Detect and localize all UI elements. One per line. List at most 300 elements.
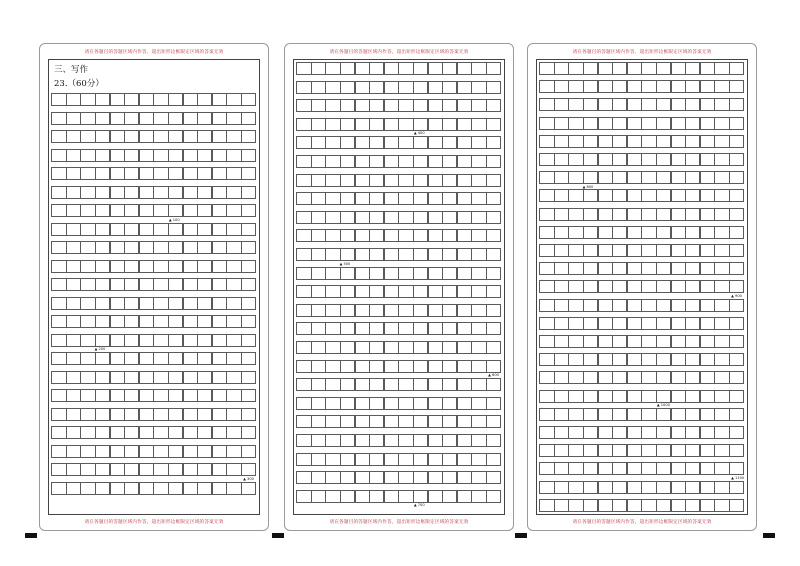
grid-cell[interactable] <box>700 371 715 384</box>
grid-cell[interactable] <box>296 434 311 447</box>
grid-cell[interactable] <box>656 462 671 475</box>
grid-cell[interactable] <box>241 389 256 402</box>
grid-cell[interactable] <box>671 462 686 475</box>
grid-cell[interactable] <box>153 315 168 328</box>
grid-row[interactable] <box>52 408 256 421</box>
grid-cell[interactable] <box>80 167 95 180</box>
grid-cell[interactable] <box>685 62 700 75</box>
grid-cell[interactable] <box>583 171 598 184</box>
grid-cell[interactable] <box>627 135 642 148</box>
grid-cell[interactable] <box>568 208 583 221</box>
grid-cell[interactable] <box>457 397 472 410</box>
grid-cell[interactable] <box>296 192 311 205</box>
grid-cell[interactable] <box>80 278 95 291</box>
grid-cell[interactable] <box>325 304 340 317</box>
grid-cell[interactable] <box>241 352 256 365</box>
grid-cell[interactable] <box>197 315 212 328</box>
grid-cell[interactable] <box>355 267 370 280</box>
grid-row[interactable] <box>540 153 744 166</box>
grid-cell[interactable] <box>457 81 472 94</box>
grid-cell[interactable] <box>80 112 95 125</box>
grid-cell[interactable] <box>241 186 256 199</box>
grid-cell[interactable] <box>197 389 212 402</box>
grid-cell[interactable] <box>413 471 428 484</box>
grid-cell[interactable] <box>124 334 139 347</box>
grid-cell[interactable] <box>384 211 399 224</box>
grid-cell[interactable] <box>212 426 227 439</box>
grid-cell[interactable] <box>714 135 729 148</box>
grid-cell[interactable] <box>685 499 700 512</box>
grid-cell[interactable] <box>51 371 66 384</box>
grid-cell[interactable] <box>729 135 744 148</box>
grid-cell[interactable] <box>471 211 486 224</box>
grid-cell[interactable] <box>583 62 598 75</box>
grid-cell[interactable] <box>583 426 598 439</box>
grid-cell[interactable] <box>671 171 686 184</box>
grid-cell[interactable] <box>457 453 472 466</box>
grid-cell[interactable] <box>183 445 198 458</box>
grid-cell[interactable] <box>568 408 583 421</box>
grid-cell[interactable] <box>442 192 457 205</box>
grid-cell[interactable] <box>700 135 715 148</box>
grid-row[interactable] <box>297 360 501 373</box>
grid-cell[interactable] <box>729 444 744 457</box>
grid-cell[interactable] <box>554 280 569 293</box>
grid-cell[interactable] <box>110 223 125 236</box>
grid-cell[interactable] <box>168 186 183 199</box>
grid-cell[interactable] <box>471 397 486 410</box>
grid-cell[interactable] <box>413 322 428 335</box>
grid-cell[interactable] <box>340 322 355 335</box>
grid-cell[interactable] <box>80 93 95 106</box>
grid-cell[interactable] <box>226 445 241 458</box>
grid-cell[interactable] <box>685 444 700 457</box>
grid-cell[interactable] <box>51 445 66 458</box>
grid-cell[interactable] <box>66 186 81 199</box>
grid-cell[interactable] <box>139 149 154 162</box>
grid-cell[interactable] <box>612 335 627 348</box>
grid-cell[interactable] <box>168 482 183 495</box>
grid-cell[interactable] <box>384 322 399 335</box>
grid-cell[interactable] <box>685 280 700 293</box>
composition-grid-3[interactable] <box>540 60 744 514</box>
grid-cell[interactable] <box>340 471 355 484</box>
grid-cell[interactable] <box>226 463 241 476</box>
grid-cell[interactable] <box>296 118 311 131</box>
grid-cell[interactable] <box>80 260 95 273</box>
grid-cell[interactable] <box>685 299 700 312</box>
grid-cell[interactable] <box>583 408 598 421</box>
grid-cell[interactable] <box>325 322 340 335</box>
grid-cell[interactable] <box>627 280 642 293</box>
grid-cell[interactable] <box>212 352 227 365</box>
grid-cell[interactable] <box>729 299 744 312</box>
grid-cell[interactable] <box>442 229 457 242</box>
grid-cell[interactable] <box>153 112 168 125</box>
grid-cell[interactable] <box>197 186 212 199</box>
grid-cell[interactable] <box>656 208 671 221</box>
grid-row[interactable] <box>540 226 744 239</box>
grid-cell[interactable] <box>598 117 613 130</box>
grid-cell[interactable] <box>369 136 384 149</box>
grid-cell[interactable] <box>311 118 326 131</box>
grid-cell[interactable] <box>583 335 598 348</box>
grid-cell[interactable] <box>325 341 340 354</box>
grid-cell[interactable] <box>685 171 700 184</box>
grid-cell[interactable] <box>296 174 311 187</box>
grid-cell[interactable] <box>398 62 413 75</box>
grid-cell[interactable] <box>168 223 183 236</box>
grid-cell[interactable] <box>729 499 744 512</box>
grid-cell[interactable] <box>685 153 700 166</box>
grid-cell[interactable] <box>612 262 627 275</box>
grid-cell[interactable] <box>296 322 311 335</box>
grid-cell[interactable] <box>212 130 227 143</box>
grid-cell[interactable] <box>325 378 340 391</box>
grid-row[interactable] <box>540 171 744 184</box>
grid-cell[interactable] <box>226 167 241 180</box>
grid-cell[interactable] <box>656 299 671 312</box>
grid-cell[interactable] <box>226 204 241 217</box>
grid-cell[interactable] <box>183 112 198 125</box>
grid-cell[interactable] <box>398 248 413 261</box>
grid-cell[interactable] <box>729 153 744 166</box>
grid-cell[interactable] <box>340 285 355 298</box>
grid-cell[interactable] <box>212 389 227 402</box>
grid-cell[interactable] <box>95 278 110 291</box>
grid-cell[interactable] <box>212 278 227 291</box>
grid-cell[interactable] <box>139 278 154 291</box>
grid-cell[interactable] <box>95 167 110 180</box>
grid-cell[interactable] <box>685 462 700 475</box>
grid-cell[interactable] <box>539 280 554 293</box>
grid-cell[interactable] <box>398 99 413 112</box>
grid-row[interactable] <box>540 444 744 457</box>
grid-cell[interactable] <box>153 204 168 217</box>
grid-cell[interactable] <box>598 208 613 221</box>
grid-cell[interactable] <box>153 334 168 347</box>
grid-cell[interactable] <box>486 229 501 242</box>
grid-cell[interactable] <box>384 136 399 149</box>
grid-cell[interactable] <box>612 353 627 366</box>
grid-cell[interactable] <box>296 229 311 242</box>
grid-cell[interactable] <box>442 285 457 298</box>
grid-cell[interactable] <box>110 297 125 310</box>
grid-cell[interactable] <box>80 371 95 384</box>
grid-cell[interactable] <box>153 278 168 291</box>
grid-cell[interactable] <box>685 226 700 239</box>
grid-cell[interactable] <box>311 285 326 298</box>
grid-cell[interactable] <box>486 155 501 168</box>
grid-cell[interactable] <box>627 426 642 439</box>
grid-cell[interactable] <box>627 335 642 348</box>
grid-cell[interactable] <box>598 226 613 239</box>
grid-cell[interactable] <box>340 81 355 94</box>
grid-cell[interactable] <box>340 267 355 280</box>
grid-cell[interactable] <box>124 445 139 458</box>
grid-cell[interactable] <box>442 471 457 484</box>
grid-row[interactable] <box>52 112 256 125</box>
grid-cell[interactable] <box>486 434 501 447</box>
grid-cell[interactable] <box>729 244 744 257</box>
grid-cell[interactable] <box>700 481 715 494</box>
grid-cell[interactable] <box>700 390 715 403</box>
grid-cell[interactable] <box>554 117 569 130</box>
grid-cell[interactable] <box>656 262 671 275</box>
grid-row[interactable] <box>52 130 256 143</box>
grid-cell[interactable] <box>398 155 413 168</box>
grid-cell[interactable] <box>398 415 413 428</box>
grid-cell[interactable] <box>212 204 227 217</box>
grid-cell[interactable] <box>197 426 212 439</box>
grid-row[interactable] <box>540 80 744 93</box>
grid-cell[interactable] <box>685 117 700 130</box>
grid-cell[interactable] <box>442 99 457 112</box>
grid-cell[interactable] <box>612 481 627 494</box>
grid-cell[interactable] <box>311 378 326 391</box>
grid-row[interactable] <box>297 471 501 484</box>
grid-cell[interactable] <box>110 371 125 384</box>
grid-cell[interactable] <box>729 80 744 93</box>
grid-cell[interactable] <box>325 415 340 428</box>
grid-cell[interactable] <box>568 226 583 239</box>
grid-cell[interactable] <box>384 378 399 391</box>
grid-cell[interactable] <box>296 360 311 373</box>
grid-row[interactable] <box>52 167 256 180</box>
grid-cell[interactable] <box>197 223 212 236</box>
grid-cell[interactable] <box>442 397 457 410</box>
grid-cell[interactable] <box>641 499 656 512</box>
grid-cell[interactable] <box>153 426 168 439</box>
grid-cell[interactable] <box>612 153 627 166</box>
grid-row[interactable] <box>297 378 501 391</box>
grid-cell[interactable] <box>197 112 212 125</box>
grid-cell[interactable] <box>457 62 472 75</box>
grid-cell[interactable] <box>413 285 428 298</box>
grid-cell[interactable] <box>355 341 370 354</box>
grid-cell[interactable] <box>212 186 227 199</box>
grid-cell[interactable] <box>486 285 501 298</box>
grid-cell[interactable] <box>612 226 627 239</box>
grid-cell[interactable] <box>671 444 686 457</box>
grid-cell[interactable] <box>398 490 413 503</box>
grid-cell[interactable] <box>554 244 569 257</box>
grid-cell[interactable] <box>369 229 384 242</box>
grid-cell[interactable] <box>598 353 613 366</box>
grid-cell[interactable] <box>197 260 212 273</box>
grid-cell[interactable] <box>442 211 457 224</box>
grid-cell[interactable] <box>428 174 443 187</box>
grid-cell[interactable] <box>612 280 627 293</box>
grid-cell[interactable] <box>197 463 212 476</box>
grid-cell[interactable] <box>66 260 81 273</box>
grid-row[interactable] <box>297 434 501 447</box>
composition-grid-1[interactable] <box>52 60 256 514</box>
grid-cell[interactable] <box>671 62 686 75</box>
grid-cell[interactable] <box>124 241 139 254</box>
grid-cell[interactable] <box>612 171 627 184</box>
grid-cell[interactable] <box>311 341 326 354</box>
grid-cell[interactable] <box>340 99 355 112</box>
grid-cell[interactable] <box>714 62 729 75</box>
grid-cell[interactable] <box>153 260 168 273</box>
grid-cell[interactable] <box>442 415 457 428</box>
grid-cell[interactable] <box>554 189 569 202</box>
grid-cell[interactable] <box>51 112 66 125</box>
grid-cell[interactable] <box>384 471 399 484</box>
grid-cell[interactable] <box>568 371 583 384</box>
grid-cell[interactable] <box>153 149 168 162</box>
grid-cell[interactable] <box>226 241 241 254</box>
grid-cell[interactable] <box>568 444 583 457</box>
grid-cell[interactable] <box>671 280 686 293</box>
grid-cell[interactable] <box>369 397 384 410</box>
grid-cell[interactable] <box>612 189 627 202</box>
grid-cell[interactable] <box>325 192 340 205</box>
grid-cell[interactable] <box>656 317 671 330</box>
grid-cell[interactable] <box>124 93 139 106</box>
grid-cell[interactable] <box>554 335 569 348</box>
grid-cell[interactable] <box>729 390 744 403</box>
grid-cell[interactable] <box>296 471 311 484</box>
grid-cell[interactable] <box>442 322 457 335</box>
grid-cell[interactable] <box>153 130 168 143</box>
grid-cell[interactable] <box>627 62 642 75</box>
grid-cell[interactable] <box>598 335 613 348</box>
grid-cell[interactable] <box>700 171 715 184</box>
grid-cell[interactable] <box>671 153 686 166</box>
grid-row[interactable] <box>52 204 256 217</box>
grid-cell[interactable] <box>671 481 686 494</box>
grid-cell[interactable] <box>568 481 583 494</box>
composition-grid-2[interactable] <box>297 60 501 514</box>
grid-cell[interactable] <box>554 481 569 494</box>
grid-cell[interactable] <box>486 118 501 131</box>
grid-cell[interactable] <box>355 118 370 131</box>
grid-cell[interactable] <box>226 297 241 310</box>
grid-cell[interactable] <box>641 299 656 312</box>
grid-cell[interactable] <box>66 112 81 125</box>
grid-cell[interactable] <box>641 80 656 93</box>
grid-cell[interactable] <box>369 118 384 131</box>
grid-cell[interactable] <box>355 378 370 391</box>
grid-cell[interactable] <box>384 81 399 94</box>
grid-cell[interactable] <box>153 371 168 384</box>
grid-cell[interactable] <box>471 99 486 112</box>
grid-cell[interactable] <box>398 434 413 447</box>
grid-cell[interactable] <box>168 260 183 273</box>
grid-cell[interactable] <box>51 315 66 328</box>
grid-cell[interactable] <box>95 93 110 106</box>
grid-row[interactable] <box>297 267 501 280</box>
grid-cell[interactable] <box>627 299 642 312</box>
grid-cell[interactable] <box>671 317 686 330</box>
grid-cell[interactable] <box>66 334 81 347</box>
grid-cell[interactable] <box>583 80 598 93</box>
grid-cell[interactable] <box>340 192 355 205</box>
grid-cell[interactable] <box>340 229 355 242</box>
grid-cell[interactable] <box>66 371 81 384</box>
grid-cell[interactable] <box>428 285 443 298</box>
grid-row[interactable] <box>540 280 744 293</box>
grid-cell[interactable] <box>583 371 598 384</box>
grid-cell[interactable] <box>355 453 370 466</box>
grid-cell[interactable] <box>486 81 501 94</box>
grid-cell[interactable] <box>442 304 457 317</box>
grid-cell[interactable] <box>139 315 154 328</box>
grid-cell[interactable] <box>325 490 340 503</box>
grid-cell[interactable] <box>685 135 700 148</box>
grid-cell[interactable] <box>80 408 95 421</box>
grid-cell[interactable] <box>641 371 656 384</box>
grid-cell[interactable] <box>139 371 154 384</box>
grid-cell[interactable] <box>428 118 443 131</box>
grid-cell[interactable] <box>598 462 613 475</box>
grid-cell[interactable] <box>139 482 154 495</box>
grid-cell[interactable] <box>442 118 457 131</box>
grid-cell[interactable] <box>153 297 168 310</box>
grid-row[interactable] <box>297 192 501 205</box>
grid-cell[interactable] <box>671 226 686 239</box>
grid-cell[interactable] <box>212 167 227 180</box>
grid-cell[interactable] <box>700 299 715 312</box>
grid-cell[interactable] <box>539 262 554 275</box>
grid-cell[interactable] <box>641 117 656 130</box>
grid-cell[interactable] <box>685 80 700 93</box>
grid-cell[interactable] <box>486 304 501 317</box>
grid-cell[interactable] <box>226 149 241 162</box>
grid-cell[interactable] <box>641 353 656 366</box>
grid-cell[interactable] <box>685 408 700 421</box>
grid-cell[interactable] <box>66 445 81 458</box>
grid-cell[interactable] <box>486 99 501 112</box>
grid-cell[interactable] <box>641 98 656 111</box>
grid-cell[interactable] <box>110 130 125 143</box>
grid-cell[interactable] <box>296 285 311 298</box>
grid-cell[interactable] <box>311 471 326 484</box>
grid-cell[interactable] <box>612 135 627 148</box>
grid-row[interactable] <box>52 426 256 439</box>
grid-cell[interactable] <box>325 267 340 280</box>
grid-row[interactable] <box>540 244 744 257</box>
grid-cell[interactable] <box>183 482 198 495</box>
grid-cell[interactable] <box>471 304 486 317</box>
grid-cell[interactable] <box>212 315 227 328</box>
grid-cell[interactable] <box>554 317 569 330</box>
grid-cell[interactable] <box>627 371 642 384</box>
grid-cell[interactable] <box>539 80 554 93</box>
grid-cell[interactable] <box>110 463 125 476</box>
grid-cell[interactable] <box>212 463 227 476</box>
grid-cell[interactable] <box>384 490 399 503</box>
grid-cell[interactable] <box>729 262 744 275</box>
grid-cell[interactable] <box>700 408 715 421</box>
grid-cell[interactable] <box>568 462 583 475</box>
grid-cell[interactable] <box>685 481 700 494</box>
grid-row[interactable] <box>52 482 256 495</box>
grid-cell[interactable] <box>641 317 656 330</box>
grid-cell[interactable] <box>457 360 472 373</box>
grid-cell[interactable] <box>139 130 154 143</box>
grid-cell[interactable] <box>554 80 569 93</box>
grid-cell[interactable] <box>384 434 399 447</box>
grid-cell[interactable] <box>471 248 486 261</box>
grid-cell[interactable] <box>355 99 370 112</box>
grid-cell[interactable] <box>66 352 81 365</box>
grid-cell[interactable] <box>641 426 656 439</box>
grid-cell[interactable] <box>714 462 729 475</box>
grid-cell[interactable] <box>139 112 154 125</box>
